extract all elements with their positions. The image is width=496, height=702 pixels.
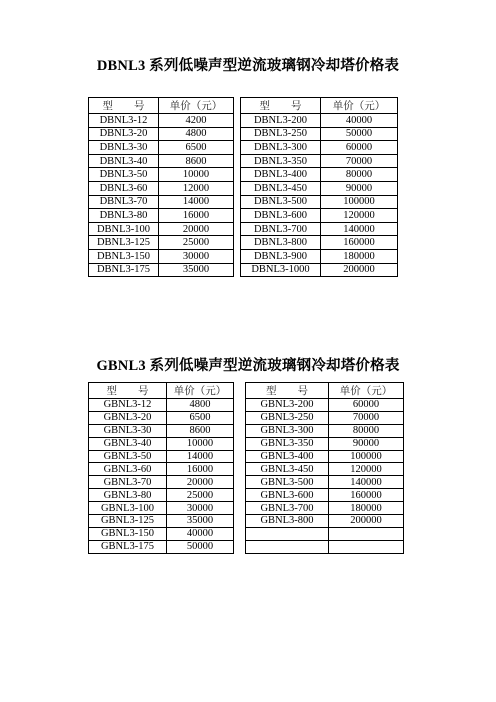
model-cell: GBNL3-500 bbox=[246, 476, 329, 489]
model-cell: DBNL3-50 bbox=[89, 168, 159, 182]
table-row bbox=[89, 236, 398, 250]
price-cell: 180000 bbox=[329, 502, 404, 515]
model-cell: DBNL3-350 bbox=[241, 154, 321, 168]
column-gap bbox=[234, 411, 246, 424]
model-cell: DBNL3-400 bbox=[241, 168, 321, 182]
price-cell: 60000 bbox=[321, 141, 398, 155]
price-cell: 140000 bbox=[329, 476, 404, 489]
column-gap bbox=[234, 127, 241, 141]
column-gap bbox=[234, 515, 246, 528]
table-row bbox=[89, 127, 398, 141]
price-cell: 100000 bbox=[321, 195, 398, 209]
price-cell: 16000 bbox=[159, 209, 234, 223]
price-cell: 100000 bbox=[329, 450, 404, 463]
model-cell: GBNL3-125 bbox=[89, 515, 167, 528]
model-cell: DBNL3-150 bbox=[89, 249, 159, 263]
price-cell: 6500 bbox=[167, 411, 234, 424]
table-row bbox=[89, 209, 398, 223]
column-gap bbox=[234, 527, 246, 540]
model-cell: DBNL3-900 bbox=[241, 249, 321, 263]
price-cell: 25000 bbox=[159, 236, 234, 250]
price-cell: 120000 bbox=[329, 463, 404, 476]
price-cell: 12000 bbox=[159, 181, 234, 195]
column-gap bbox=[234, 383, 246, 399]
table-row bbox=[89, 195, 398, 209]
header-price: 单价（元） bbox=[329, 383, 404, 399]
model-cell: DBNL3-70 bbox=[89, 195, 159, 209]
price-cell: 10000 bbox=[159, 168, 234, 182]
header-price: 单价（元） bbox=[159, 98, 234, 114]
column-gap bbox=[234, 236, 241, 250]
price-cell: 35000 bbox=[167, 515, 234, 528]
price-cell: 160000 bbox=[329, 489, 404, 502]
model-cell: DBNL3-250 bbox=[241, 127, 321, 141]
model-cell: GBNL3-50 bbox=[89, 450, 167, 463]
column-gap bbox=[234, 476, 246, 489]
table-row bbox=[89, 222, 398, 236]
model-cell bbox=[246, 527, 329, 540]
table-row bbox=[89, 249, 398, 263]
dbnl-price-table-title: DBNL3 系列低噪声型逆流玻璃钢冷却塔价格表 bbox=[96, 58, 400, 74]
header-price: 单价（元） bbox=[167, 383, 234, 399]
price-cell: 14000 bbox=[167, 450, 234, 463]
model-cell: DBNL3-700 bbox=[241, 222, 321, 236]
model-cell bbox=[246, 540, 329, 553]
model-cell: GBNL3-12 bbox=[89, 399, 167, 412]
price-cell: 25000 bbox=[167, 489, 234, 502]
price-cell: 80000 bbox=[329, 424, 404, 437]
price-cell: 200000 bbox=[329, 515, 404, 528]
price-cell: 10000 bbox=[167, 437, 234, 450]
gbnl-price-table-title: GBNL3 系列低噪声型逆流玻璃钢冷却塔价格表 bbox=[96, 358, 400, 374]
table-row bbox=[89, 463, 404, 476]
price-cell: 30000 bbox=[159, 249, 234, 263]
model-cell: DBNL3-100 bbox=[89, 222, 159, 236]
header-model: 型 号 bbox=[241, 98, 321, 114]
price-cell: 180000 bbox=[321, 249, 398, 263]
model-cell: GBNL3-400 bbox=[246, 450, 329, 463]
model-cell: DBNL3-60 bbox=[89, 181, 159, 195]
column-gap bbox=[234, 424, 246, 437]
model-cell: GBNL3-40 bbox=[89, 437, 167, 450]
model-cell: GBNL3-60 bbox=[89, 463, 167, 476]
model-cell: GBNL3-600 bbox=[246, 489, 329, 502]
column-gap bbox=[234, 141, 241, 155]
model-cell: GBNL3-300 bbox=[246, 424, 329, 437]
price-cell: 8600 bbox=[167, 424, 234, 437]
table-row bbox=[89, 154, 398, 168]
header-model: 型 号 bbox=[89, 383, 167, 399]
price-cell: 35000 bbox=[159, 263, 234, 277]
table-header-row bbox=[89, 98, 398, 114]
model-cell: GBNL3-450 bbox=[246, 463, 329, 476]
column-gap bbox=[234, 98, 241, 114]
column-gap bbox=[234, 399, 246, 412]
table-row bbox=[89, 515, 404, 528]
price-cell: 140000 bbox=[321, 222, 398, 236]
price-cell: 8600 bbox=[159, 154, 234, 168]
column-gap bbox=[234, 263, 241, 277]
price-cell: 6500 bbox=[159, 141, 234, 155]
table-row bbox=[89, 114, 398, 128]
price-cell: 160000 bbox=[321, 236, 398, 250]
price-cell: 30000 bbox=[167, 502, 234, 515]
column-gap bbox=[234, 450, 246, 463]
column-gap bbox=[234, 168, 241, 182]
column-gap bbox=[234, 222, 241, 236]
price-cell: 60000 bbox=[329, 399, 404, 412]
model-cell: DBNL3-450 bbox=[241, 181, 321, 195]
table-row bbox=[89, 263, 398, 277]
column-gap bbox=[234, 114, 241, 128]
column-gap bbox=[234, 209, 241, 223]
table-row bbox=[89, 437, 404, 450]
model-cell: GBNL3-30 bbox=[89, 424, 167, 437]
table-row bbox=[89, 502, 404, 515]
model-cell: DBNL3-40 bbox=[89, 154, 159, 168]
price-cell: 90000 bbox=[329, 437, 404, 450]
price-cell: 14000 bbox=[159, 195, 234, 209]
model-cell: DBNL3-500 bbox=[241, 195, 321, 209]
model-cell: DBNL3-80 bbox=[89, 209, 159, 223]
column-gap bbox=[234, 502, 246, 515]
table-row bbox=[89, 399, 404, 412]
model-cell: GBNL3-70 bbox=[89, 476, 167, 489]
model-cell: DBNL3-20 bbox=[89, 127, 159, 141]
model-cell: DBNL3-800 bbox=[241, 236, 321, 250]
price-cell: 20000 bbox=[159, 222, 234, 236]
model-cell: DBNL3-300 bbox=[241, 141, 321, 155]
column-gap bbox=[234, 463, 246, 476]
header-price: 单价（元） bbox=[321, 98, 398, 114]
model-cell: DBNL3-125 bbox=[89, 236, 159, 250]
price-cell: 120000 bbox=[321, 209, 398, 223]
column-gap bbox=[234, 181, 241, 195]
model-cell: GBNL3-200 bbox=[246, 399, 329, 412]
model-cell: GBNL3-250 bbox=[246, 411, 329, 424]
price-cell: 90000 bbox=[321, 181, 398, 195]
price-cell: 4800 bbox=[167, 399, 234, 412]
column-gap bbox=[234, 489, 246, 502]
column-gap bbox=[234, 195, 241, 209]
header-model: 型 号 bbox=[246, 383, 329, 399]
price-cell: 20000 bbox=[167, 476, 234, 489]
model-cell: DBNL3-175 bbox=[89, 263, 159, 277]
gbnl-price-table bbox=[88, 382, 404, 554]
price-cell: 200000 bbox=[321, 263, 398, 277]
price-cell: 50000 bbox=[321, 127, 398, 141]
table-row bbox=[89, 411, 404, 424]
model-cell: DBNL3-200 bbox=[241, 114, 321, 128]
price-cell: 40000 bbox=[321, 114, 398, 128]
price-cell: 70000 bbox=[321, 154, 398, 168]
header-model: 型 号 bbox=[89, 98, 159, 114]
model-cell: DBNL3-30 bbox=[89, 141, 159, 155]
model-cell: DBNL3-1000 bbox=[241, 263, 321, 277]
table-row bbox=[89, 181, 398, 195]
model-cell: GBNL3-350 bbox=[246, 437, 329, 450]
column-gap bbox=[234, 249, 241, 263]
table-header-row bbox=[89, 383, 404, 399]
table-row bbox=[89, 527, 404, 540]
dbnl-price-table bbox=[88, 97, 398, 277]
column-gap bbox=[234, 154, 241, 168]
price-cell: 80000 bbox=[321, 168, 398, 182]
model-cell: GBNL3-700 bbox=[246, 502, 329, 515]
model-cell: GBNL3-150 bbox=[89, 527, 167, 540]
model-cell: GBNL3-20 bbox=[89, 411, 167, 424]
table-row bbox=[89, 168, 398, 182]
table-row bbox=[89, 424, 404, 437]
table-row bbox=[89, 489, 404, 502]
price-cell: 40000 bbox=[167, 527, 234, 540]
column-gap bbox=[234, 540, 246, 553]
price-cell bbox=[329, 540, 404, 553]
model-cell: DBNL3-12 bbox=[89, 114, 159, 128]
price-cell: 50000 bbox=[167, 540, 234, 553]
table-row bbox=[89, 476, 404, 489]
table-row bbox=[89, 540, 404, 553]
model-cell: DBNL3-600 bbox=[241, 209, 321, 223]
model-cell: GBNL3-80 bbox=[89, 489, 167, 502]
table-row bbox=[89, 141, 398, 155]
model-cell: GBNL3-100 bbox=[89, 502, 167, 515]
price-cell: 16000 bbox=[167, 463, 234, 476]
price-cell: 4800 bbox=[159, 127, 234, 141]
price-cell: 4200 bbox=[159, 114, 234, 128]
model-cell: GBNL3-175 bbox=[89, 540, 167, 553]
price-cell bbox=[329, 527, 404, 540]
column-gap bbox=[234, 437, 246, 450]
price-cell: 70000 bbox=[329, 411, 404, 424]
table-row bbox=[89, 450, 404, 463]
model-cell: GBNL3-800 bbox=[246, 515, 329, 528]
